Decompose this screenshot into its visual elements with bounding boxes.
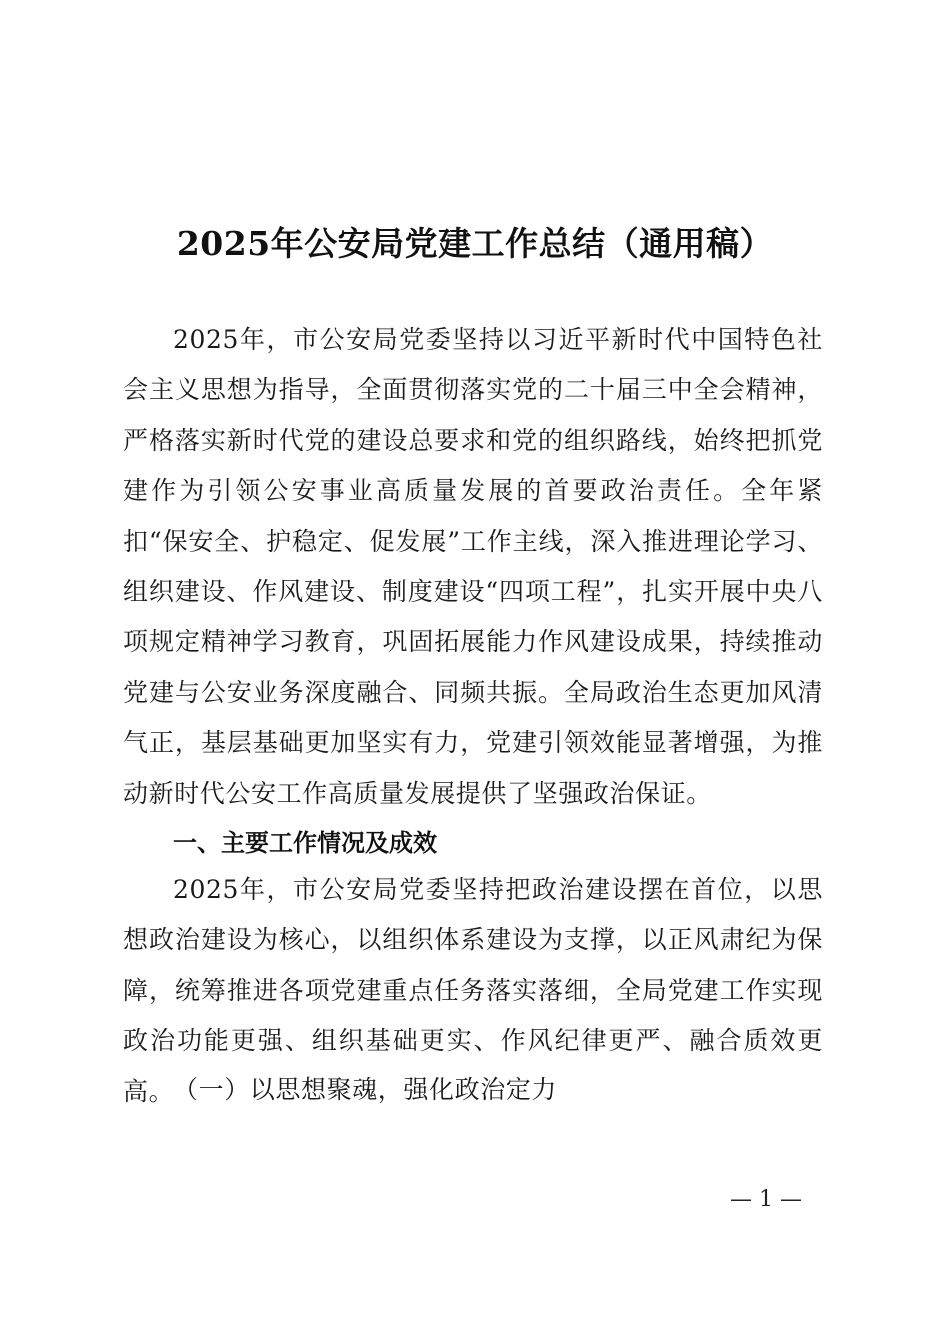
section-paragraph-text: 2025年，市公安局党委坚持把政治建设摆在首位，以思想政治建设为核心，以组织体系建设为支撑，以正风肃纪为保障，统筹推进各项党建重点任务落实落细，全局党建工作实现政治功能更强、组织基础更实、作风纪律更严、融合质效更高。 — [123, 875, 823, 1106]
page-number: — 1 — — [730, 1187, 802, 1212]
section-heading: 一、主要工作情况及成效 — [173, 829, 437, 857]
document-title: 2025年公安局党建工作总结（通用稿） — [176, 224, 774, 263]
intro-paragraph-text: 2025年，市公安局党委坚持以习近平新时代中国特色社会主义思想为指导，全面贯彻落实党的二十届三中全会精神，严格落实新时代党的建设总要求和党的组织路线，始终把抓党建作为引领公安事业高质量发展的首要政治责任。全年紧扣“保安全、护稳定、促发展”工作主线，深入推进理论学习、组织建设、作风建设、制度建设“四项工程”，扎实开展中央八项规定精神学习教育，巩固拓展能力作风建设成果，持续推动党建与公安业务深度融合、同频共振。全局政治生态更加风清气正，基层基础更加坚实有力，党建引领效能显著增强，为推动新时代公安工作高质量发展提供了坚强政治保证。 — [123, 325, 823, 808]
subsection-heading: （一）以思想聚魂，强化政治定力 — [173, 1075, 558, 1104]
intro-paragraph — [123, 315, 823, 819]
